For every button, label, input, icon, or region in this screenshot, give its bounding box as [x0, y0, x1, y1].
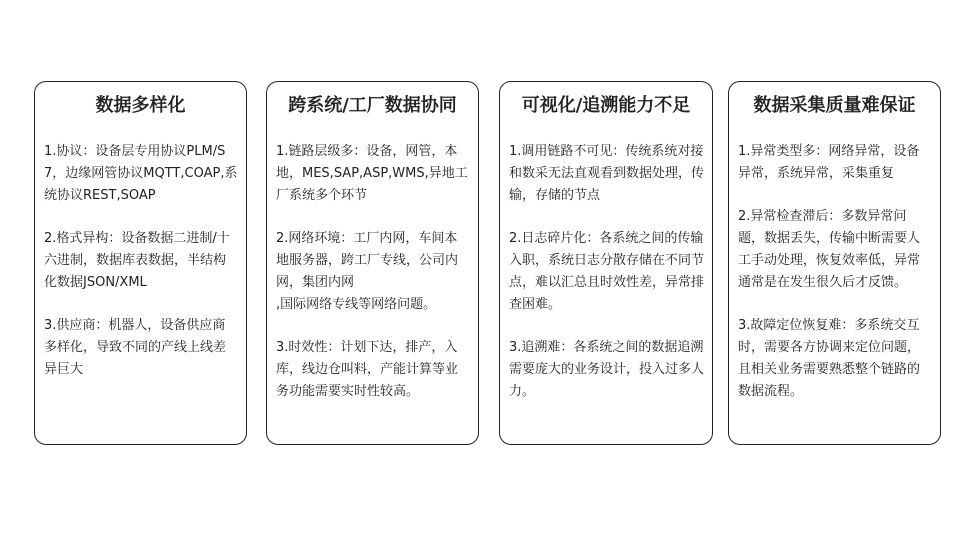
card-cross-system-collaboration	[266, 81, 479, 445]
card-paragraph: 1.协议：设备层专用协议PLM/S7，边缘网管协议MQTT,COAP,系统协议REST,SOAP	[44, 144, 238, 203]
card-visualization-traceability	[499, 81, 713, 445]
card-body	[267, 120, 478, 403]
card-paragraph: 3.供应商：机器人，设备供应商多样化，导致不同的产线上线差异巨大	[44, 318, 227, 377]
card-body	[500, 120, 712, 403]
card-paragraph: 3.追溯难：各系统之间的数据追溯需要庞大的业务设计，投入过多人力。	[509, 340, 705, 399]
card-data-quality	[728, 81, 941, 445]
card-title: 数据多样化	[95, 95, 186, 116]
card-title: 数据采集质量难保证	[753, 95, 916, 116]
card-body	[729, 120, 940, 403]
card-paragraph: 1.链路层级多：设备，网管，本地，MES,SAP,ASP,WMS,异地工厂系统多个环节	[276, 144, 468, 203]
card-paragraph: 2.日志碎片化：各系统之间的传输入职，系统日志分散存储在不同节点，难以汇总且时效性差，异常排查困难。	[509, 231, 705, 312]
card-title: 可视化/追溯能力不足	[521, 95, 691, 116]
card-body	[35, 120, 246, 381]
card-paragraph: 3.时效性：计划下达，排产，入库，线边仓叫料，产能计算等业务功能需要实时性较高。	[276, 340, 459, 399]
card-data-diversity	[34, 81, 247, 445]
card-paragraph: 2.异常检查滞后：多数异常问题，数据丢失，传输中断需要人工手动处理，恢复效率低，异常通常是在发生很久后才反馈。	[738, 209, 921, 290]
card-paragraph: 2.格式异构：设备数据二进制/十六进制，数据库表数据，半结构化数据JSON/XML	[44, 231, 230, 290]
card-title: 跨系统/工厂数据协同	[288, 95, 457, 116]
card-paragraph: 1.异常类型多：网络异常，设备异常，系统异常，采集重复	[738, 144, 920, 181]
card-paragraph: 3.故障定位恢复难：多系统交互时，需要各方协调来定位问题，且相关业务需要熟悉整个链路的数据流程。	[738, 318, 921, 399]
card-paragraph: 2.网络环境：工厂内网，车间本地服务器，跨工厂专线，公司内网，集团内网 ,国际网络专线等网络问题。	[276, 231, 459, 312]
card-paragraph: 1.调用链路不可见：传统系统对接和数采无法直观看到数据处理，传输，存储的节点	[509, 144, 705, 203]
